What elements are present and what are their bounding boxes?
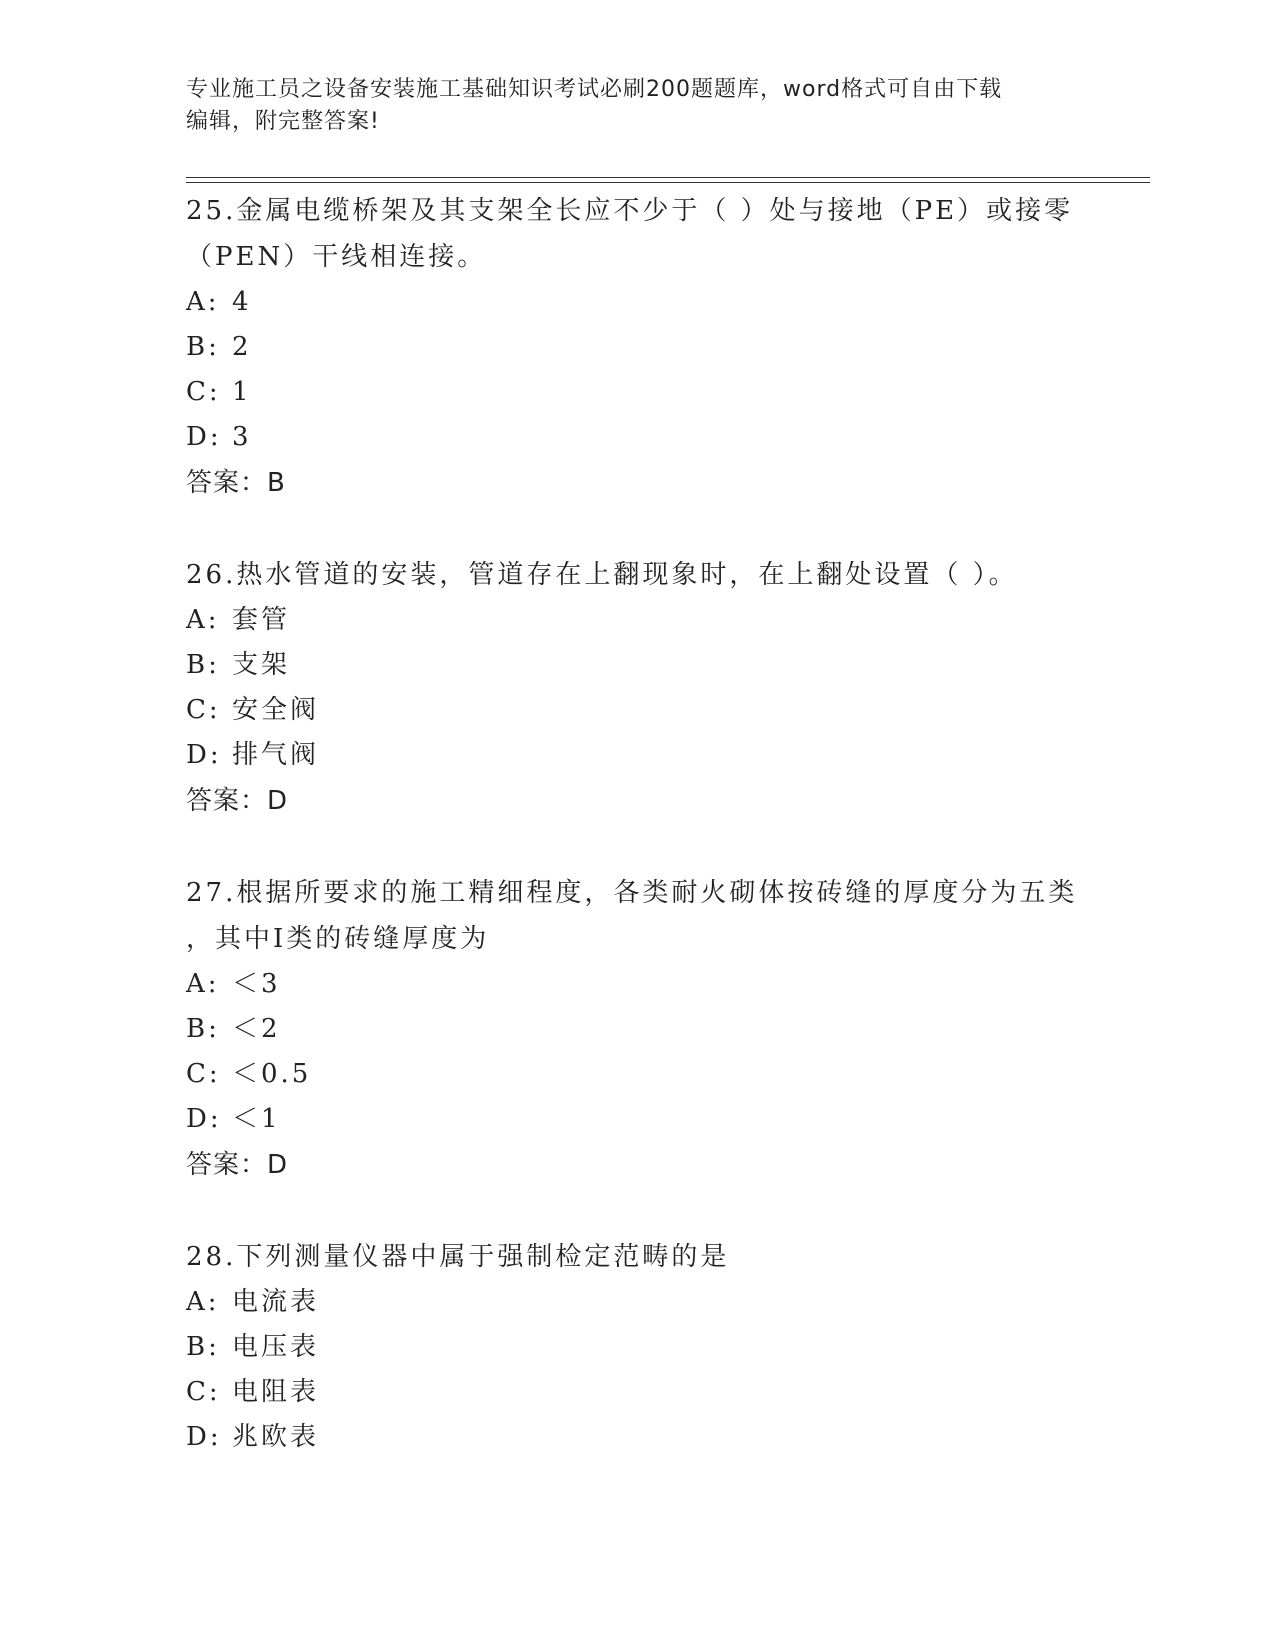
option-c xyxy=(186,1052,1086,1097)
option-b xyxy=(186,325,1086,370)
header-divider-bottom xyxy=(186,182,1150,183)
option-value: 套管 xyxy=(232,605,291,635)
header-line-1: 专业施工员之设备安装施工基础知识考试必刷200题题库，word格式可自由下载 xyxy=(186,77,1003,102)
question-text-line: 28.下列测量仪器中属于强制检定范畴的是 xyxy=(186,1242,730,1272)
question-text-line: 27.根据所要求的施工精细程度，各类耐火砌体按砖缝的厚度分为五类 xyxy=(186,878,1078,908)
option-key: C: xyxy=(186,695,221,725)
option-value: 支架 xyxy=(232,650,291,680)
option-value: ＜3 xyxy=(232,969,281,999)
answer-line: 答案：D xyxy=(186,1150,289,1180)
document-header xyxy=(186,74,1066,138)
option-a xyxy=(186,1280,1086,1325)
option-value: 4 xyxy=(232,287,252,317)
option-value: ＜2 xyxy=(232,1014,281,1044)
header-divider-top xyxy=(186,177,1150,178)
option-key: D: xyxy=(186,740,222,770)
option-b xyxy=(186,1325,1086,1370)
option-key: C: xyxy=(186,377,221,407)
option-key: D: xyxy=(186,1104,222,1134)
option-value: 电流表 xyxy=(232,1287,320,1317)
option-value: 电压表 xyxy=(232,1332,320,1362)
question-text-line: ，其中Ⅰ类的砖缝厚度为 xyxy=(186,924,490,954)
question-27 xyxy=(186,870,1086,1188)
option-a xyxy=(186,598,1086,643)
option-value: 2 xyxy=(232,332,252,362)
option-d xyxy=(186,733,1086,778)
option-value: 电阻表 xyxy=(232,1377,320,1407)
option-value: ＜1 xyxy=(232,1104,281,1134)
option-c xyxy=(186,1370,1086,1415)
option-key: C: xyxy=(186,1377,221,1407)
option-key: B: xyxy=(186,650,220,680)
option-value: 3 xyxy=(232,422,252,452)
option-key: B: xyxy=(186,1014,220,1044)
option-d xyxy=(186,1415,1086,1460)
option-key: B: xyxy=(186,332,220,362)
question-text-line: 25.金属电缆桥架及其支架全长应不少于（ ）处与接地（PE）或接零 xyxy=(186,196,1074,226)
option-value: 1 xyxy=(232,377,252,407)
option-value: ＜0.5 xyxy=(232,1059,312,1089)
option-value: 排气阀 xyxy=(232,740,320,770)
option-key: A: xyxy=(186,605,220,635)
option-c xyxy=(186,688,1086,733)
question-26 xyxy=(186,552,1086,824)
question-text-line: （PEN）干线相连接。 xyxy=(186,242,487,272)
question-list xyxy=(186,188,1086,1506)
question-text-line: 26.热水管道的安装，管道存在上翻现象时，在上翻处设置（ ）。 xyxy=(186,560,1018,590)
option-value: 兆欧表 xyxy=(232,1422,320,1452)
question-25 xyxy=(186,188,1086,506)
option-key: B: xyxy=(186,1332,220,1362)
option-value: 安全阀 xyxy=(232,695,320,725)
option-c xyxy=(186,370,1086,415)
option-key: A: xyxy=(186,969,220,999)
option-b xyxy=(186,1007,1086,1052)
header-line-2: 编辑，附完整答案! xyxy=(186,109,380,134)
option-a xyxy=(186,280,1086,325)
option-a xyxy=(186,962,1086,1007)
option-key: D: xyxy=(186,1422,222,1452)
option-key: A: xyxy=(186,287,220,317)
option-d xyxy=(186,1097,1086,1142)
answer-line: 答案：D xyxy=(186,786,289,816)
option-b xyxy=(186,643,1086,688)
question-28 xyxy=(186,1234,1086,1460)
option-key: A: xyxy=(186,1287,220,1317)
option-d xyxy=(186,415,1086,460)
option-key: D: xyxy=(186,422,222,452)
option-key: C: xyxy=(186,1059,221,1089)
answer-line: 答案：B xyxy=(186,468,286,498)
